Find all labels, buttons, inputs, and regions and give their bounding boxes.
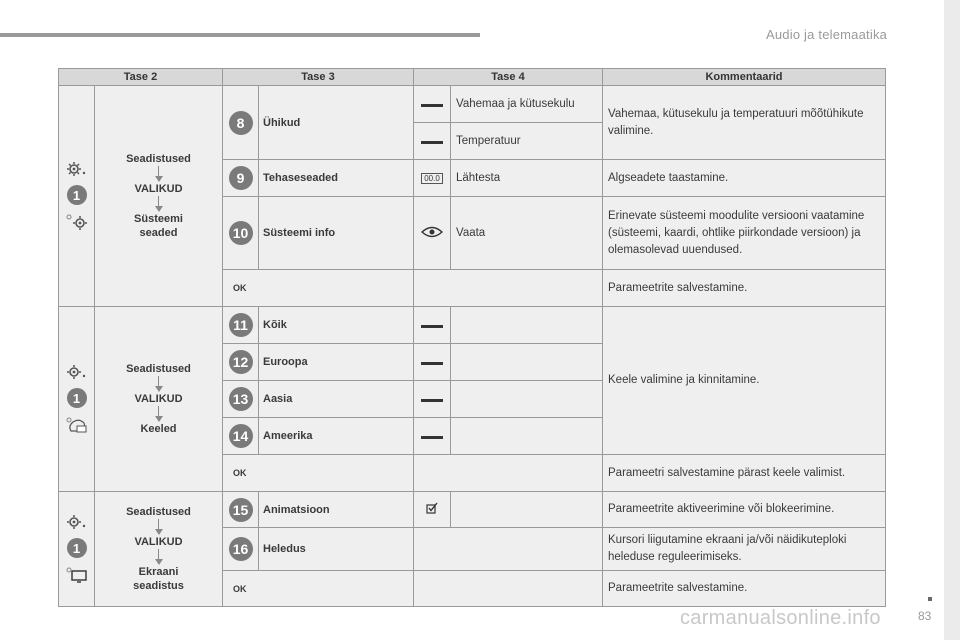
page-number: 83 bbox=[918, 609, 932, 623]
menu-item-units: Ühikud bbox=[259, 86, 414, 160]
ok-cell bbox=[223, 270, 414, 307]
num-cell bbox=[223, 381, 259, 418]
comment-save-language: Parameetri salvestamine pärast keele valimist. bbox=[603, 455, 886, 492]
menu-item-asia: Aasia bbox=[259, 381, 414, 418]
col-header-tase4: Tase 4 bbox=[414, 69, 603, 86]
empty-cell bbox=[451, 381, 603, 418]
comment-save-display: Parameetrite salvestamine. bbox=[603, 571, 886, 607]
step-badge: 8 bbox=[229, 111, 253, 135]
arrow-down-icon bbox=[155, 549, 163, 565]
arrow-down-icon bbox=[155, 406, 163, 422]
menu-item-all: Kõik bbox=[259, 307, 414, 344]
group3-level1-cell bbox=[59, 492, 95, 607]
num-cell bbox=[223, 160, 259, 197]
icon-cell bbox=[414, 86, 451, 123]
icon-cell bbox=[414, 381, 451, 418]
empty-cell bbox=[414, 270, 603, 307]
comment-language: Keele valimine ja kinnitamine. bbox=[603, 307, 886, 455]
ok-label: OK bbox=[233, 283, 247, 293]
checkbox-icon bbox=[426, 502, 438, 514]
step-badge: 13 bbox=[229, 387, 253, 411]
comment-animation: Parameetrite aktiveerimine või blokeerimine. bbox=[603, 492, 886, 528]
ok-cell bbox=[223, 455, 414, 492]
arrow-down-icon bbox=[155, 196, 163, 212]
step-badge: 15 bbox=[229, 498, 253, 522]
table-row bbox=[59, 307, 886, 344]
settings-gear-icon bbox=[66, 161, 88, 177]
flow-step-options: VALIKUD bbox=[134, 183, 183, 195]
step-badge: 1 bbox=[67, 185, 87, 205]
flow-step-settings: Seadistused bbox=[126, 363, 191, 375]
group1-level2-cell bbox=[95, 86, 223, 307]
comment-factory-settings: Algseadete taastamine. bbox=[603, 160, 886, 197]
icon-cell bbox=[414, 123, 451, 160]
ok-cell bbox=[223, 571, 414, 607]
header-rule bbox=[0, 33, 480, 37]
menu-item-factory-settings: Tehaseseaded bbox=[259, 160, 414, 197]
table-header-row bbox=[59, 69, 886, 86]
display-screen-icon bbox=[65, 566, 89, 584]
flow-step-target: Süsteemi seaded bbox=[134, 213, 183, 239]
dash-icon bbox=[421, 436, 443, 439]
comment-system-info: Erinevate süsteemi moodulite versiooni vaatamine (süsteemi, kaardi, ohtlike piirkondade versioon) ja olemasolevad uuendused. bbox=[603, 197, 886, 270]
flow-step-settings: Seadistused bbox=[126, 153, 191, 165]
side-rail bbox=[944, 0, 960, 640]
ok-label: OK bbox=[233, 583, 247, 594]
system-settings-icon bbox=[65, 213, 89, 231]
step-badge: 1 bbox=[67, 538, 87, 558]
language-icon bbox=[65, 416, 89, 434]
arrow-down-icon bbox=[155, 166, 163, 182]
col-header-comments: Kommentaarid bbox=[603, 69, 886, 86]
num-cell bbox=[223, 492, 259, 528]
step-badge: 1 bbox=[67, 388, 87, 408]
icon-cell bbox=[414, 418, 451, 455]
dash-icon bbox=[421, 141, 443, 144]
menu-item-america: Ameerika bbox=[259, 418, 414, 455]
col-header-tase3: Tase 3 bbox=[223, 69, 414, 86]
comment-save: Parameetrite salvestamine. bbox=[603, 270, 886, 307]
empty-cell bbox=[451, 344, 603, 381]
dash-icon bbox=[421, 362, 443, 365]
comment-units: Vahemaa, kütusekulu ja temperatuuri mõõtühikute valimine. bbox=[603, 86, 886, 160]
step-badge: 9 bbox=[229, 166, 253, 190]
end-marker bbox=[928, 597, 932, 601]
watermark: carmanualsonline.info bbox=[680, 607, 881, 629]
flow-step-options: VALIKUD bbox=[134, 536, 183, 548]
dash-icon bbox=[421, 325, 443, 328]
icon-cell bbox=[414, 492, 451, 528]
group3-level2-cell bbox=[95, 492, 223, 607]
empty-cell bbox=[414, 528, 603, 571]
icon-cell bbox=[414, 344, 451, 381]
reset-counter-icon: 00.0 bbox=[421, 173, 443, 184]
table-row bbox=[59, 86, 886, 123]
group2-level1-cell bbox=[59, 307, 95, 492]
comment-brightness: Kursori liigutamine ekraani ja/või näidikuteploki heleduse reguleerimiseks. bbox=[603, 528, 886, 571]
empty-cell bbox=[414, 455, 603, 492]
empty-cell bbox=[414, 571, 603, 607]
menu-item-brightness: Heledus bbox=[259, 528, 414, 571]
dash-icon bbox=[421, 104, 443, 107]
menu-item-europe: Euroopa bbox=[259, 344, 414, 381]
menu-item-animation: Animatsioon bbox=[259, 492, 414, 528]
icon-cell bbox=[414, 197, 451, 270]
num-cell bbox=[223, 197, 259, 270]
step-badge: 12 bbox=[229, 350, 253, 374]
group2-level2-cell bbox=[95, 307, 223, 492]
step-badge: 10 bbox=[229, 221, 253, 245]
group1-level1-cell bbox=[59, 86, 95, 307]
step-badge: 16 bbox=[229, 537, 253, 561]
num-cell bbox=[223, 528, 259, 571]
settings-gear-icon bbox=[66, 514, 88, 530]
icon-cell bbox=[414, 160, 451, 197]
step-badge: 14 bbox=[229, 424, 253, 448]
menu-item-system-info: Süsteemi info bbox=[259, 197, 414, 270]
option-reset: Lähtesta bbox=[451, 160, 603, 197]
settings-gear-icon bbox=[66, 364, 88, 380]
step-badge: 11 bbox=[229, 313, 253, 337]
num-cell bbox=[223, 86, 259, 160]
empty-cell bbox=[451, 492, 603, 528]
icon-cell bbox=[414, 307, 451, 344]
num-cell bbox=[223, 418, 259, 455]
dash-icon bbox=[421, 399, 443, 402]
arrow-down-icon bbox=[155, 519, 163, 535]
empty-cell bbox=[451, 418, 603, 455]
settings-table bbox=[58, 68, 886, 607]
empty-cell bbox=[451, 307, 603, 344]
flow-step-target: Ekraani seadistus bbox=[133, 566, 184, 592]
ok-label: OK bbox=[233, 468, 247, 478]
option-distance-consumption: Vahemaa ja kütusekulu bbox=[451, 86, 603, 123]
option-view: Vaata bbox=[451, 197, 603, 270]
col-header-tase2: Tase 2 bbox=[59, 69, 223, 86]
flow-step-settings: Seadistused bbox=[126, 506, 191, 518]
flow-step-options: VALIKUD bbox=[134, 393, 183, 405]
num-cell bbox=[223, 344, 259, 381]
table-row bbox=[59, 492, 886, 528]
flow-step-target: Keeled bbox=[140, 423, 177, 435]
num-cell bbox=[223, 307, 259, 344]
arrow-down-icon bbox=[155, 376, 163, 392]
option-temperature: Temperatuur bbox=[451, 123, 603, 160]
eye-icon bbox=[421, 226, 443, 238]
section-title: Audio ja telemaatika bbox=[766, 27, 888, 42]
